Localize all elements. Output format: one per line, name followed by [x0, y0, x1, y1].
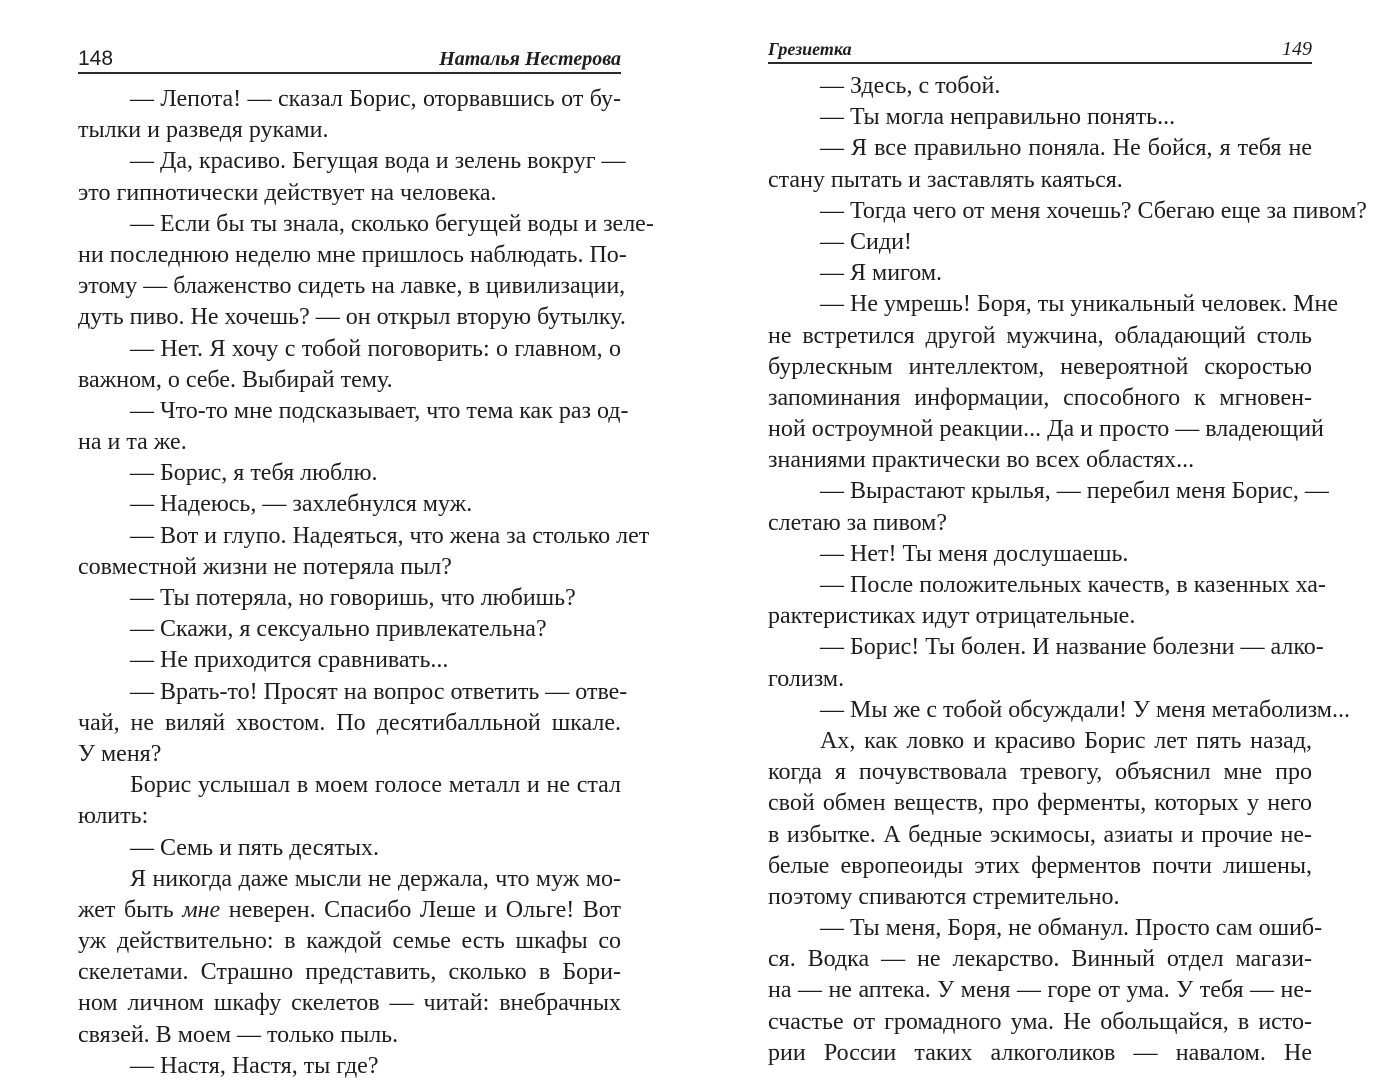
- text-line: — Что-то мне подсказывает, что тема как раз од-: [130, 397, 629, 424]
- text-line: рии России таких алкоголиков — навалом. Не: [768, 1039, 1312, 1066]
- text-line: — Да, красиво. Бегущая вода и зелень вокруг —: [130, 148, 626, 175]
- header-rule: [78, 72, 621, 74]
- header-rule: [768, 62, 1312, 64]
- text-line: знаниями практически во всех областях...: [768, 447, 1195, 474]
- running-title-book: Грезиетка: [768, 39, 852, 59]
- text-line: — Вот и глупо. Надеяться, что жена за столько лет: [130, 522, 650, 549]
- text-line: запоминания информации, способного к мгновен-: [768, 384, 1312, 411]
- text-line: ни последнюю неделю мне пришлось наблюдать. По-: [78, 241, 627, 268]
- text-line: — Я мигом.: [820, 260, 943, 287]
- left-page-header: [78, 40, 621, 70]
- text-line: — Нет. Я хочу с тобой поговорить: о главном, о: [130, 335, 621, 362]
- text-segment: неверен. Спасибо Леше и Ольге! Вот: [220, 896, 621, 923]
- text-line: Борис услышал в моем голосе металл и не стал: [130, 772, 621, 799]
- text-line: этому — блаженство сидеть на лавке, в цивилизации,: [78, 273, 626, 300]
- text-line: [78, 895, 621, 926]
- page-body-text: [78, 84, 654, 1082]
- text-segment: жет быть: [78, 896, 183, 923]
- text-line: слетаю за пивом?: [768, 509, 948, 536]
- text-line: — Не умрешь! Боря, ты уникальный человек. Мне: [820, 291, 1338, 318]
- text-line: — Мы же с тобой обсуждали! У меня метаболизм...: [820, 696, 1350, 723]
- text-line: белые европеоиды этих ферментов почти лишены,: [768, 852, 1312, 879]
- text-line: — Настя, Настя, ты где?: [130, 1052, 379, 1079]
- text-line: Я никогда даже мысли не держала, что муж мо-: [130, 865, 621, 892]
- text-line: совместной жизни не потеряла пыл?: [78, 553, 452, 580]
- text-line: ся. Водка — не лекарство. Винный отдел магази-: [768, 946, 1312, 973]
- text-line: ном личном шкафу скелетов — читай: внебрачных: [78, 990, 621, 1017]
- emphasized-word: мне: [182, 896, 221, 923]
- text-line: важном, о себе. Выбирай тему.: [78, 366, 393, 393]
- text-line: — Нет! Ты меня дослушаешь.: [820, 540, 1129, 567]
- text-line: бурлескным интеллектом, невероятной скоростью: [768, 353, 1312, 380]
- text-line: не встретился другой мужчина, обладающий столь: [768, 322, 1312, 349]
- text-line: Ах, как ловко и красиво Борис лет пять назад,: [820, 727, 1312, 754]
- text-line: — Если бы ты знала, сколько бегущей воды и зеле-: [130, 210, 654, 237]
- text-line: скелетами. Страшно представить, сколько в Бори-: [78, 959, 621, 986]
- text-line: на — не аптека. У меня — горе от ума. У тебя — не-: [768, 977, 1312, 1004]
- text-line: рактеристиках идут отрицательные.: [768, 603, 1136, 630]
- text-line: — Сиди!: [820, 228, 912, 255]
- text-line: — Ты потеряла, но говоришь, что любишь?: [130, 585, 576, 611]
- text-line: — Борис, я тебя люблю.: [130, 460, 378, 487]
- page-number: 149: [1282, 38, 1312, 60]
- text-line: свой обмен веществ, про ферменты, которых у него: [768, 790, 1312, 817]
- text-line: дуть пиво. Не хочешь? — он открыл вторую бутылку.: [78, 304, 626, 331]
- text-line: стану пытать и заставлять каяться.: [768, 166, 1123, 193]
- text-line: голизм.: [768, 665, 845, 692]
- page-number: 148: [78, 47, 114, 70]
- text-line: ной остроумной реакции... Да и просто — владеющий: [768, 416, 1324, 443]
- text-line: У меня?: [78, 740, 162, 767]
- text-line: уж действительно: в каждой семье есть шкафы со: [78, 928, 621, 955]
- text-line: — Вырастают крылья, — перебил меня Борис, —: [820, 478, 1329, 505]
- text-line: на и та же.: [78, 429, 187, 456]
- text-line: — Семь и пять десятых.: [130, 834, 380, 861]
- text-line: это гипнотически действует на человека.: [78, 179, 497, 206]
- text-line: счастье от громадного ума. Не обольщайся, в исто-: [768, 1008, 1312, 1035]
- text-line: тылки и разведя руками.: [78, 117, 329, 144]
- text-line: когда я почувствовала тревогу, объяснил мне про: [768, 759, 1312, 786]
- text-line: — Скажи, я сексуально привлекательна?: [130, 616, 547, 643]
- right-page-header: [768, 30, 1312, 60]
- text-line: — Борис! Ты болен. И название болезни — алко-: [820, 634, 1324, 661]
- text-line: — Ты могла неправильно понять...: [820, 104, 1176, 131]
- text-line: — Врать-то! Просят на вопрос ответить — отве-: [130, 678, 628, 705]
- running-title-author: Наталья Нестерова: [439, 48, 621, 70]
- text-line: — Я все правильно поняла. Не бойся, я тебя не: [820, 135, 1312, 162]
- text-line: — После положительных качеств, в казенных ха-: [820, 572, 1326, 598]
- text-line: — Ты меня, Боря, не обманул. Просто сам ошиб-: [820, 915, 1323, 942]
- left-page: [0, 0, 692, 1080]
- text-line: — Тогда чего от меня хочешь? Сбегаю еще за пивом?: [820, 197, 1367, 224]
- text-line: — Лепота! — сказал Борис, оторвавшись от бу-: [130, 86, 621, 112]
- text-line: в избытке. А бедные эскимосы, азиаты и прочие не-: [768, 821, 1312, 848]
- text-line: поэтому спиваются стремительно.: [768, 883, 1120, 910]
- text-line: связей. В моем — только пыль.: [78, 1021, 399, 1048]
- text-line: — Здесь, с тобой.: [820, 73, 1001, 99]
- text-line: — Надеюсь, — захлебнулся муж.: [130, 491, 473, 518]
- text-line: — Не приходится сравнивать...: [130, 647, 449, 674]
- right-page: [692, 0, 1385, 1080]
- page-body-text: [768, 71, 1367, 1069]
- text-line: чай, не виляй хвостом. По десятибалльной шкале.: [78, 709, 621, 736]
- text-line: юлить:: [78, 803, 149, 830]
